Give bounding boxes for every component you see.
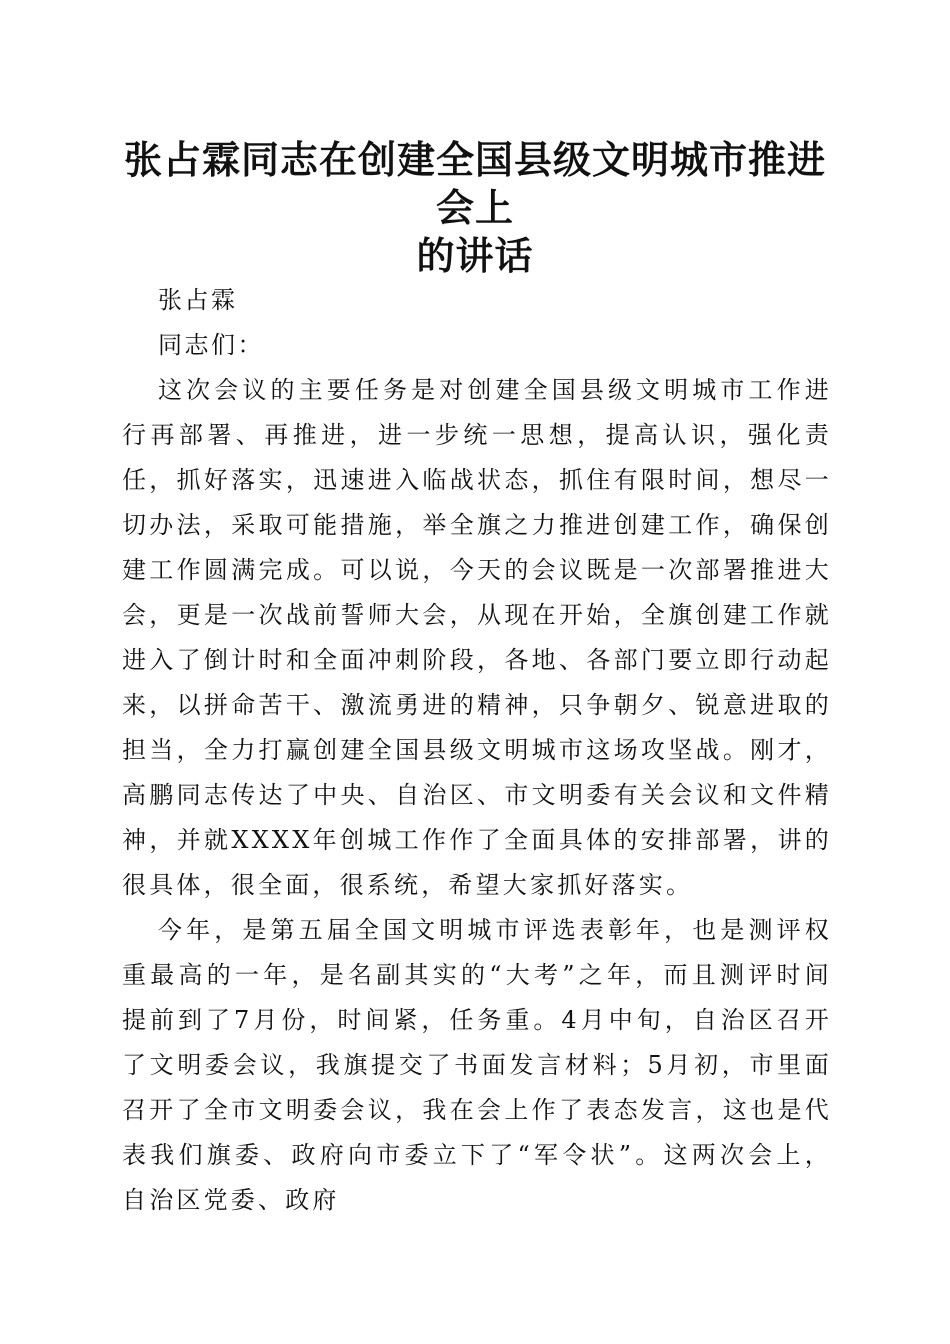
salutation: 同志们： xyxy=(158,331,264,359)
author-name: 张占霖 xyxy=(158,286,238,314)
paragraph-1: 这次会议的主要任务是对创建全国县级文明城市工作进行再部署、再推进，进一步统一思想，提高认识，强化责任，抓好落实，迅速进入临战状态，抓住有限时间，想尽一切办法，采取可能措施，举全旗之力推进创建工作，确保创建工作圆满完成。可以说，今天的会议既是一次部署推进大会，更是一次战前誓师大会，从现在开始，全旗创建工作就进入了倒计时和全面冲刺阶段，各地、各部门要立即行动起来，以拼命苦干、激流勇进的精神，只争朝夕、锐意进取的担当，全力打赢创建全国县级文明城市这场攻坚战。刚才，高鹏同志传达了中央、自治区、市文明委有关会议和文件精神，并就XXXX年创城工作作了全面具体的安排部署，讲的很具体，很全面，很系统，希望大家抓好落实。 xyxy=(122,376,832,899)
document-title-line-1: 张占霖同志在创建全国县级文明城市推进会上 xyxy=(123,137,826,230)
paragraph-2: 今年，是第五届全国文明城市评选表彰年，也是测评权重最高的一年，是名副其实的“大考”之年，而且测评时间提前到了7月份，时间紧，任务重。4月中旬，自治区召开了文明委会议，我旗提交了书面发言材料；5月初，市里面召开了全市文明委会议，我在会上作了表态发言，这也是代表我们旗委、政府向市委立下了“军令状”。这两次会上，自治区党委、政府 xyxy=(122,916,832,1214)
document-title-line-2: 的讲话 xyxy=(416,233,534,278)
document-body xyxy=(122,278,832,1223)
document-title xyxy=(110,136,840,280)
